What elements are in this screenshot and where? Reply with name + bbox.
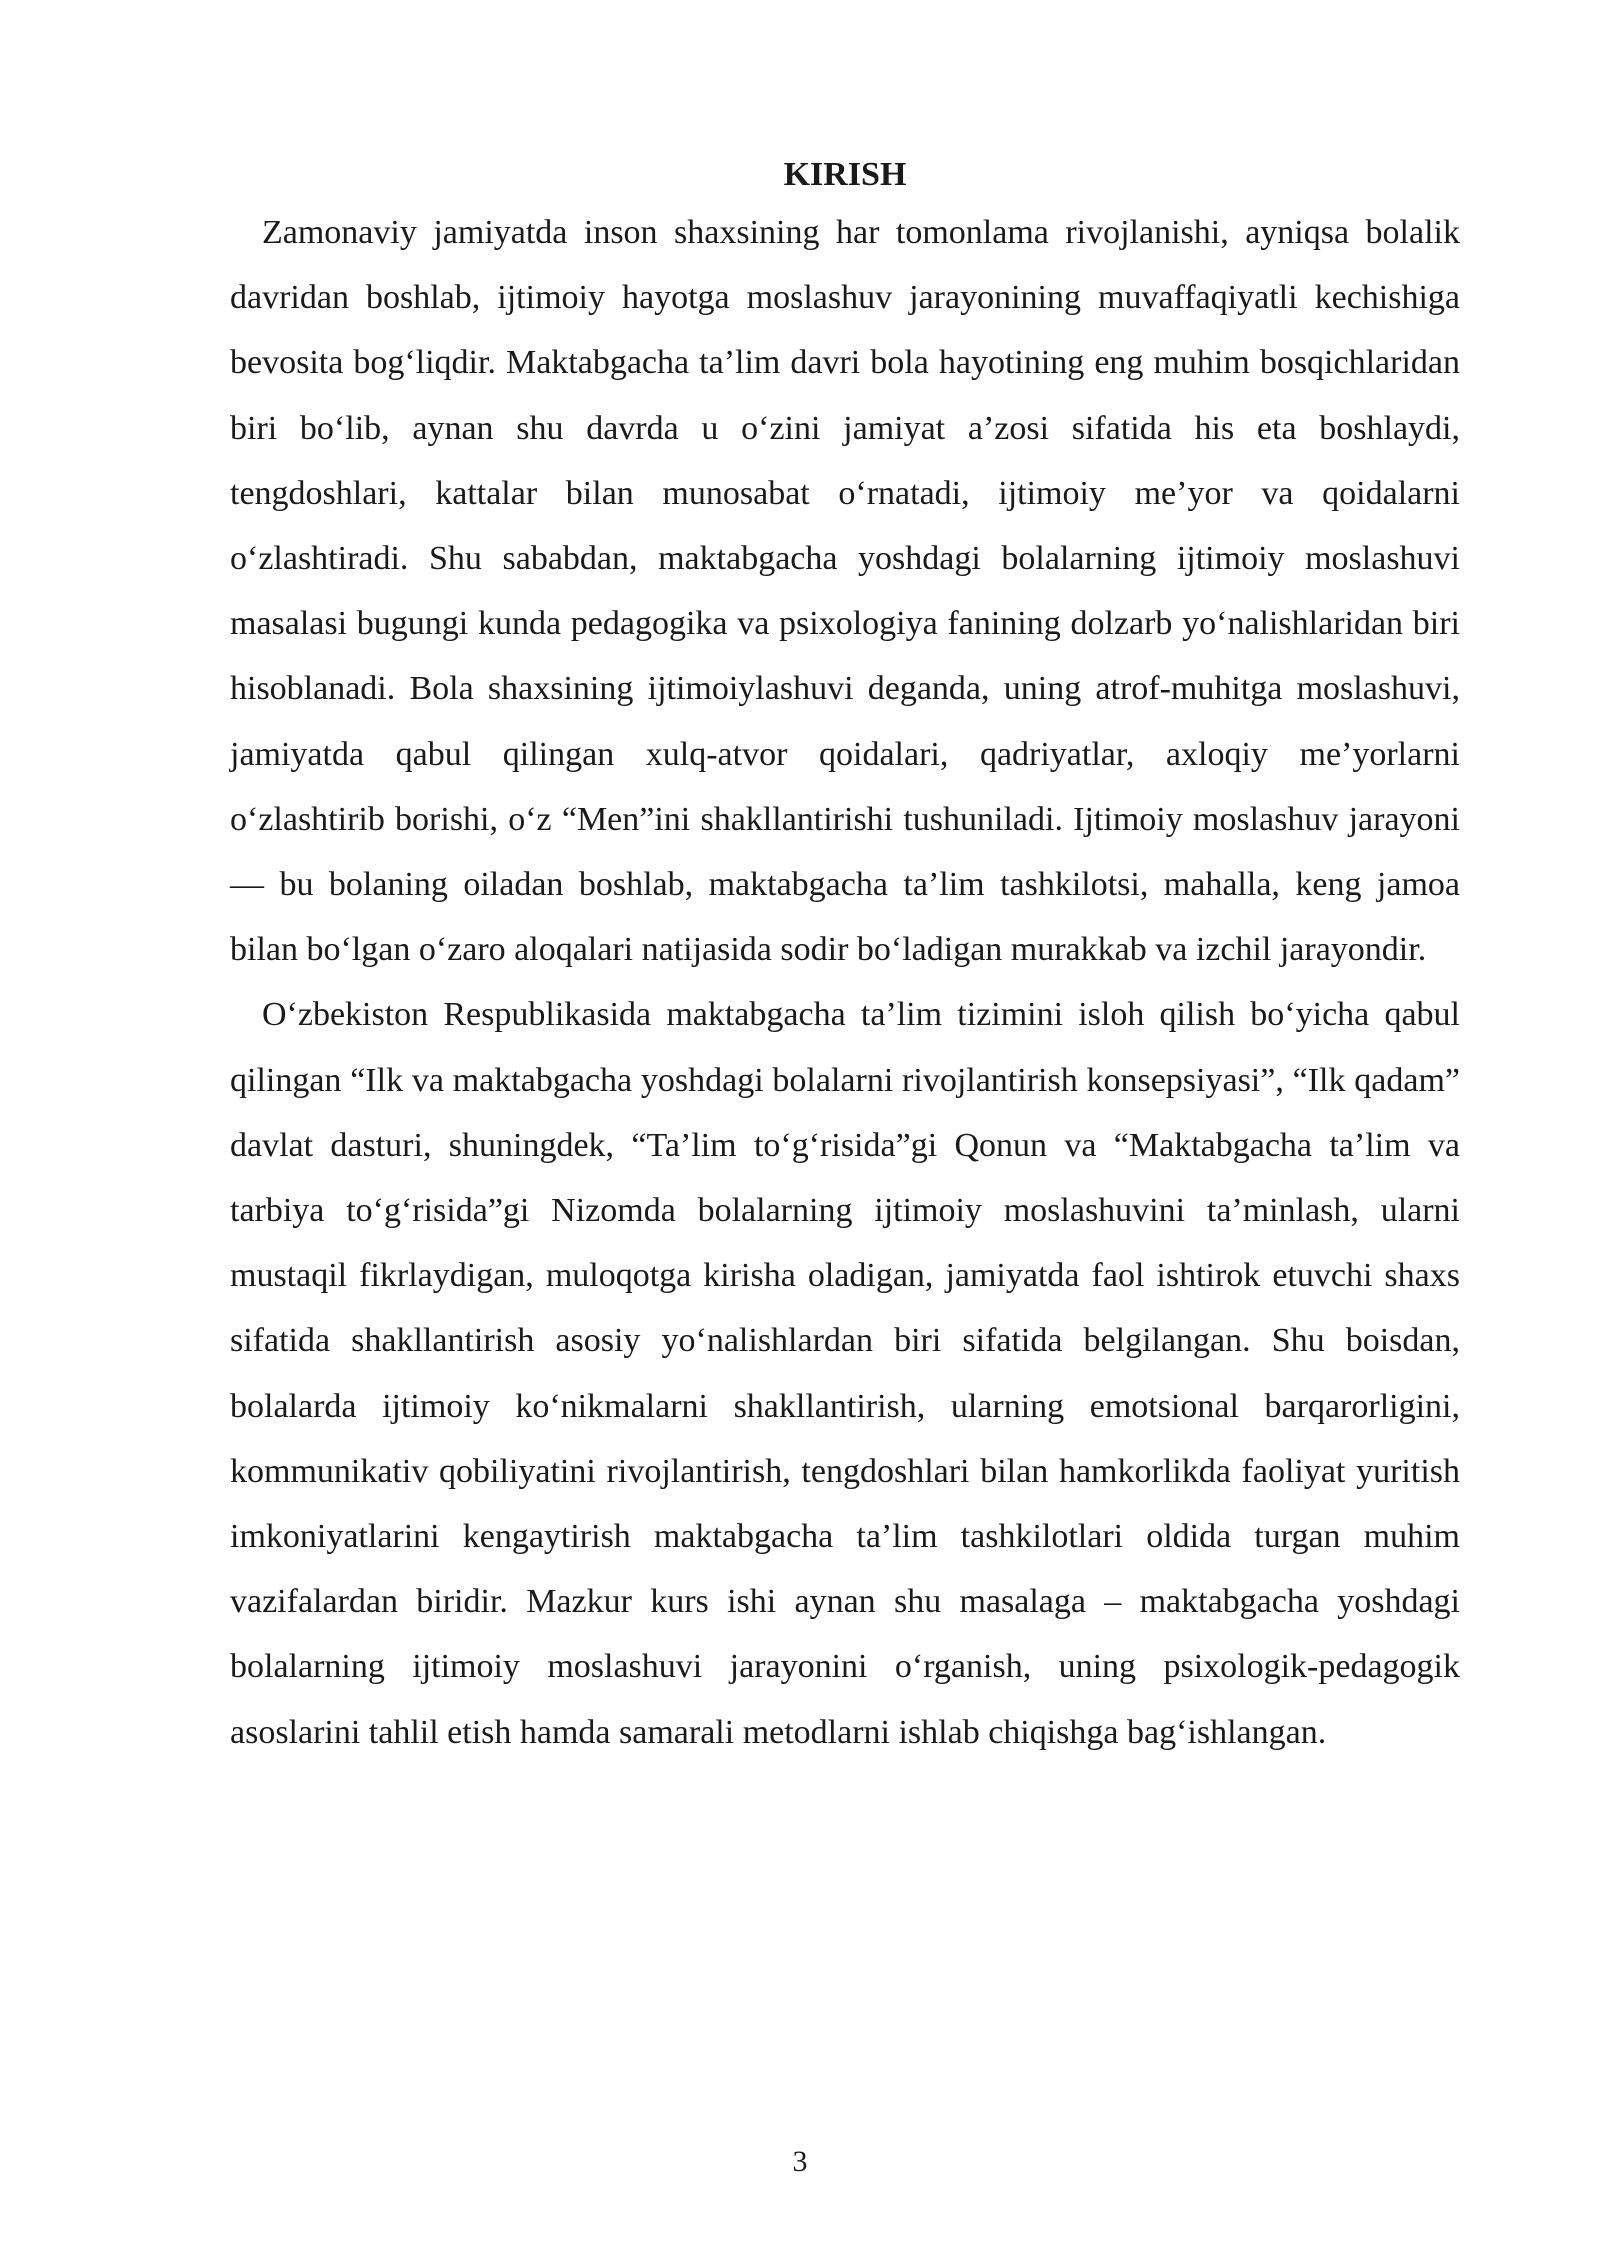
section-title: KIRISH (783, 156, 907, 193)
document-body (230, 150, 1460, 1765)
page-number: 3 (792, 2145, 808, 2178)
paragraph-2: O‘zbekiston Respublikasida maktabgacha ta’lim tizimini isloh qilish bo‘yicha qabul qilingan “Ilk va maktabgacha yoshdagi bolalarni rivojlantirish konsepsiyasi”, “Ilk qadam” davlat dasturi, shuningdek, “Ta’lim to‘g‘risida”gi Qonun va “Maktabgacha ta’lim va tarbiya to‘g‘risida”gi Nizomda bolalarning ijtimoiy moslashuvini ta’minlash, ularni mustaqil fikrlaydigan, muloqotga kirisha oladigan, jamiyatda faol ishtirok etuvchi shaxs sifatida shakllantirish asosiy yo‘nalishlardan biri sifatida belgilangan. Shu boisdan, bolalarda ijtimoiy ko‘nikmalarni shakllantirish, ularning emotsional barqarorligini, kommunikativ qobiliyatini rivojlantirish, tengdoshlari bilan hamkorlikda faoliyat yuritish imkoniyatlarini kengaytirish maktabgacha ta’lim tashkilotlari oldida turgan muhim vazifalardan biridir. Mazkur kurs ishi aynan shu masalaga – maktabgacha yoshdagi bolalarning ijtimoiy moslashuvi jarayonini o‘rganish, uning psixologik-pedagogik asoslarini tahlil etish hamda samarali metodlarni ishlab chiqishga bag‘ishlangan. (230, 996, 1460, 1751)
paragraph-1: Zamonaviy jamiyatda inson shaxsining har tomonlama rivojlanishi, ayniqsa bolalik davridan boshlab, ijtimoiy hayotga moslashuv jarayonining muvaffaqiyatli kechishiga bevosita bog‘liqdir. Maktabgacha ta’lim davri bola hayotining eng muhim bosqichlaridan biri bo‘lib, aynan shu davrda u o‘zini jamiyat a’zosi sifatida his eta boshlaydi, tengdoshlari, kattalar bilan munosabat o‘rnatadi, ijtimoiy me’yor va qoidalarni o‘zlashtiradi. Shu sababdan, maktabgacha yoshdagi bolalarning ijtimoiy moslashuvi masalasi bugungi kunda pedagogika va psixologiya fanining dolzarb yo‘nalishlaridan biri hisoblanadi. Bola shaxsining ijtimoiylashuvi deganda, uning atrof-muhitga moslashuvi, jamiyatda qabul qilingan xulq-atvor qoidalari, qadriyatlar, axloqiy me’yorlarni o‘zlashtirib borishi, o‘z “Men”ini shakllantirishi tushuniladi. Ijtimoiy moslashuv jarayoni — bu bolaning oiladan boshlab, maktabgacha ta’lim tashkilotsi, mahalla, keng jamoa bilan bo‘lgan o‘zaro aloqalari natijasida sodir bo‘ladigan murakkab va izchil jarayondir. (230, 214, 1460, 969)
